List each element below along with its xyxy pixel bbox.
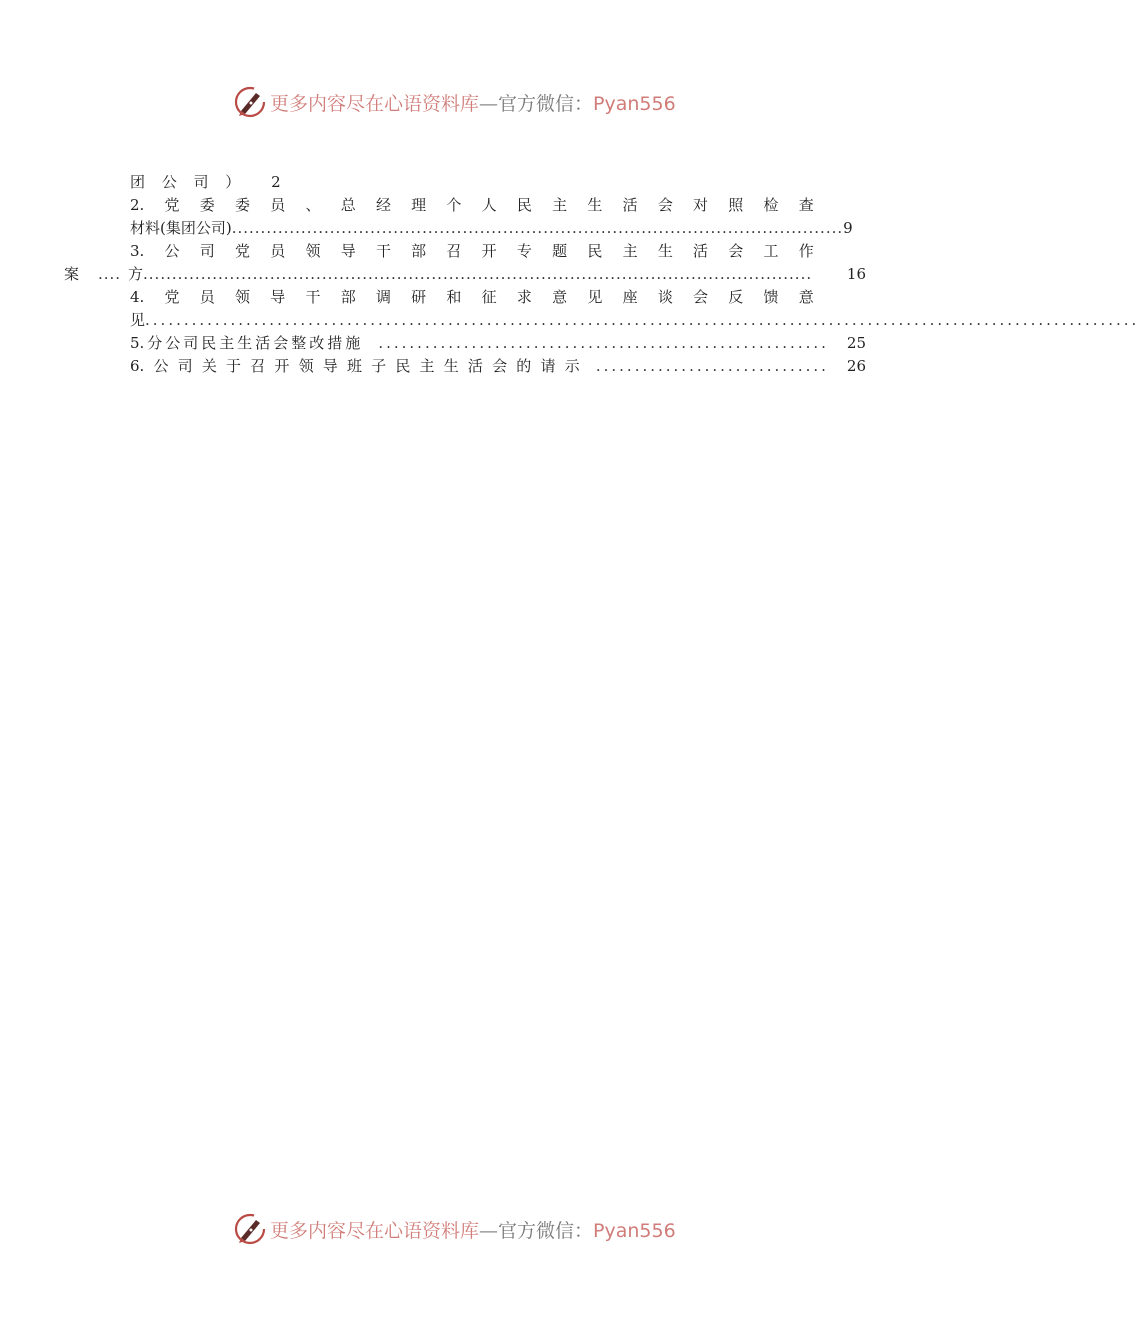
toc-item-2-c7: 理 <box>411 196 427 214</box>
toc-item-2-c6: 经 <box>375 196 391 214</box>
toc-item-2-c13: 活 <box>622 196 638 214</box>
toc-item-3-c10: 专 <box>516 242 532 260</box>
toc-item-3-c9: 开 <box>481 242 497 260</box>
toc-item-2-c9: 人 <box>481 196 497 214</box>
toc-item-2-c16: 照 <box>728 196 744 214</box>
toc-item-3-leader-b: .................................................................................................................... <box>143 265 813 283</box>
toc-item-3-cont[interactable] <box>64 264 866 284</box>
toc-item-2-c10: 民 <box>516 196 532 214</box>
toc-item-2-cont[interactable] <box>130 218 853 238</box>
toc-item-5-page: 25 <box>846 334 866 352</box>
toc-item-5-c0: 分 <box>147 334 163 352</box>
header-banner <box>232 84 732 120</box>
banner-text: 更多内容尽在心语资料库—官方微信：Pyan556 <box>270 1219 676 1242</box>
toc-item-4-c14: 谈 <box>657 288 673 306</box>
toc-item-2-c11: 主 <box>552 196 568 214</box>
toc-item-3-leader-a: .... <box>98 265 122 283</box>
toc-item-4-c5: 部 <box>340 288 356 306</box>
toc-item-2-c8: 个 <box>446 196 462 214</box>
toc-item-6-page: 26 <box>846 357 866 375</box>
toc-item-4-c0: 党 <box>164 288 180 306</box>
banner-text: 更多内容尽在心语资料库—官方微信：Pyan556 <box>270 92 676 115</box>
toc-item-5-c8: 整 <box>291 334 307 352</box>
toc-item-3-c7: 部 <box>411 242 427 260</box>
toc-item-4-c1: 员 <box>199 288 215 306</box>
toc-item-6-title <box>130 356 580 376</box>
toc-line-0 <box>130 172 281 192</box>
toc-item-5-title <box>130 333 360 353</box>
toc-item-4-cont[interactable] <box>130 310 1139 330</box>
toc-item-6-prefix: 6. <box>130 357 145 375</box>
toc-item-3-cont-text: 方 <box>128 265 144 283</box>
toc-item-6-c1: 司 <box>177 357 193 375</box>
toc-item-3-c6: 干 <box>375 242 391 260</box>
toc-item-3-c14: 生 <box>657 242 673 260</box>
toc-item-5-c10: 措 <box>327 334 343 352</box>
toc-item-4-c15: 会 <box>693 288 709 306</box>
toc-item-6-c16: 请 <box>540 357 556 375</box>
toc-item-3-c4: 领 <box>305 242 321 260</box>
toc-item-2-prefix: 2. <box>130 196 145 214</box>
toc-item-6-c8: 班 <box>346 357 362 375</box>
toc-item-5-c1: 公 <box>165 334 181 352</box>
toc-item-5[interactable] <box>130 333 866 353</box>
toc-item-6-c14: 会 <box>492 357 508 375</box>
toc-item-3-c15: 活 <box>693 242 709 260</box>
toc-item-3-c13: 主 <box>622 242 638 260</box>
toc-item-2-c2: 委 <box>235 196 251 214</box>
toc-item-3-c8: 召 <box>446 242 462 260</box>
toc-item-6-c6: 领 <box>298 357 314 375</box>
toc-item-6-c9: 子 <box>371 357 387 375</box>
toc-item-6-c12: 生 <box>443 357 459 375</box>
toc-item-3-c11: 题 <box>552 242 568 260</box>
toc-item-3-c12: 民 <box>587 242 603 260</box>
toc-item-5-c2: 司 <box>183 334 199 352</box>
toc-item-4-c2: 领 <box>235 288 251 306</box>
toc-item-3[interactable] <box>130 241 814 261</box>
toc-item-2[interactable] <box>130 195 814 215</box>
pen-logo-icon <box>232 84 268 120</box>
toc-item-4-c9: 征 <box>481 288 497 306</box>
toc-item-4-c4: 干 <box>305 288 321 306</box>
toc-item-3-lead: 案 <box>64 265 80 283</box>
toc-item-2-c17: 检 <box>763 196 779 214</box>
toc-item-2-c1: 委 <box>199 196 215 214</box>
toc-item-6-c2: 关 <box>201 357 217 375</box>
toc-item-5-c3: 民 <box>201 334 217 352</box>
toc-item-6-c4: 召 <box>250 357 266 375</box>
toc-line-0-page: 2 <box>271 173 281 191</box>
toc-item-5-c4: 主 <box>219 334 235 352</box>
toc-item-4-c13: 座 <box>622 288 638 306</box>
toc-item-4-c17: 馈 <box>763 288 779 306</box>
toc-item-6-c15: 的 <box>516 357 532 375</box>
toc-item-2-c15: 对 <box>693 196 709 214</box>
toc-item-6-c3: 于 <box>226 357 242 375</box>
toc-item-4-c6: 调 <box>375 288 391 306</box>
toc-item-2-c18: 查 <box>798 196 814 214</box>
toc-item-4-leader: ................................................................................................................................ <box>145 311 1139 329</box>
toc-item-5-leader: .......................................................... <box>378 334 829 352</box>
toc-item-2-leader: .......................................................................................................... <box>231 219 844 237</box>
toc-line-0-text: 团 公 司 ） <box>130 173 247 191</box>
toc-item-5-c6: 活 <box>255 334 271 352</box>
toc-item-2-cont-text: 材料(集团公司) <box>130 219 232 237</box>
toc-item-3-c5: 导 <box>340 242 356 260</box>
toc-item-5-c11: 施 <box>345 334 361 352</box>
toc-item-2-c0: 党 <box>164 196 180 214</box>
toc-item-2-c3: 员 <box>270 196 286 214</box>
toc-item-3-c18: 作 <box>798 242 814 260</box>
toc-item-2-c5: 总 <box>340 196 356 214</box>
toc-item-4-c12: 见 <box>587 288 603 306</box>
toc-item-3-c2: 党 <box>235 242 251 260</box>
toc-item-4-c11: 意 <box>552 288 568 306</box>
toc-item-4-c16: 反 <box>728 288 744 306</box>
toc-item-4-prefix: 4. <box>130 288 145 306</box>
toc-item-5-c7: 会 <box>273 334 289 352</box>
footer-banner <box>232 1211 732 1247</box>
toc-item-4-c7: 研 <box>411 288 427 306</box>
toc-item-4-c18: 意 <box>798 288 814 306</box>
pen-logo-icon <box>232 1211 268 1247</box>
toc-item-2-c12: 生 <box>587 196 603 214</box>
toc-item-6-c11: 主 <box>419 357 435 375</box>
toc-item-6-c7: 导 <box>322 357 338 375</box>
toc-item-4-c8: 和 <box>446 288 462 306</box>
toc-item-6-c0: 公 <box>153 357 169 375</box>
toc-item-4-c10: 求 <box>516 288 532 306</box>
toc-item-5-prefix: 5. <box>130 334 145 352</box>
toc-item-6-c17: 示 <box>564 357 580 375</box>
toc-item-2-c14: 会 <box>657 196 673 214</box>
toc-item-4[interactable] <box>130 287 814 307</box>
toc-item-5-c9: 改 <box>309 334 325 352</box>
toc-item-4-cont-text: 见 <box>130 311 146 329</box>
toc-item-6-c10: 民 <box>395 357 411 375</box>
toc-item-6-c5: 开 <box>274 357 290 375</box>
toc-item-4-c3: 导 <box>270 288 286 306</box>
toc-item-3-c16: 会 <box>728 242 744 260</box>
toc-item-3-prefix: 3. <box>130 242 145 260</box>
toc-item-6-leader: .............................. <box>595 357 829 375</box>
toc-item-6[interactable] <box>130 356 866 376</box>
toc-item-2-page: 9 <box>843 219 853 237</box>
toc-item-3-c1: 司 <box>199 242 215 260</box>
toc-item-3-c3: 员 <box>270 242 286 260</box>
toc-item-2-c4: 、 <box>305 196 321 214</box>
toc-item-3-page: 16 <box>846 265 866 283</box>
toc-item-6-c13: 活 <box>467 357 483 375</box>
toc-item-3-c17: 工 <box>763 242 779 260</box>
toc-item-5-c5: 生 <box>237 334 253 352</box>
toc-item-3-c0: 公 <box>164 242 180 260</box>
